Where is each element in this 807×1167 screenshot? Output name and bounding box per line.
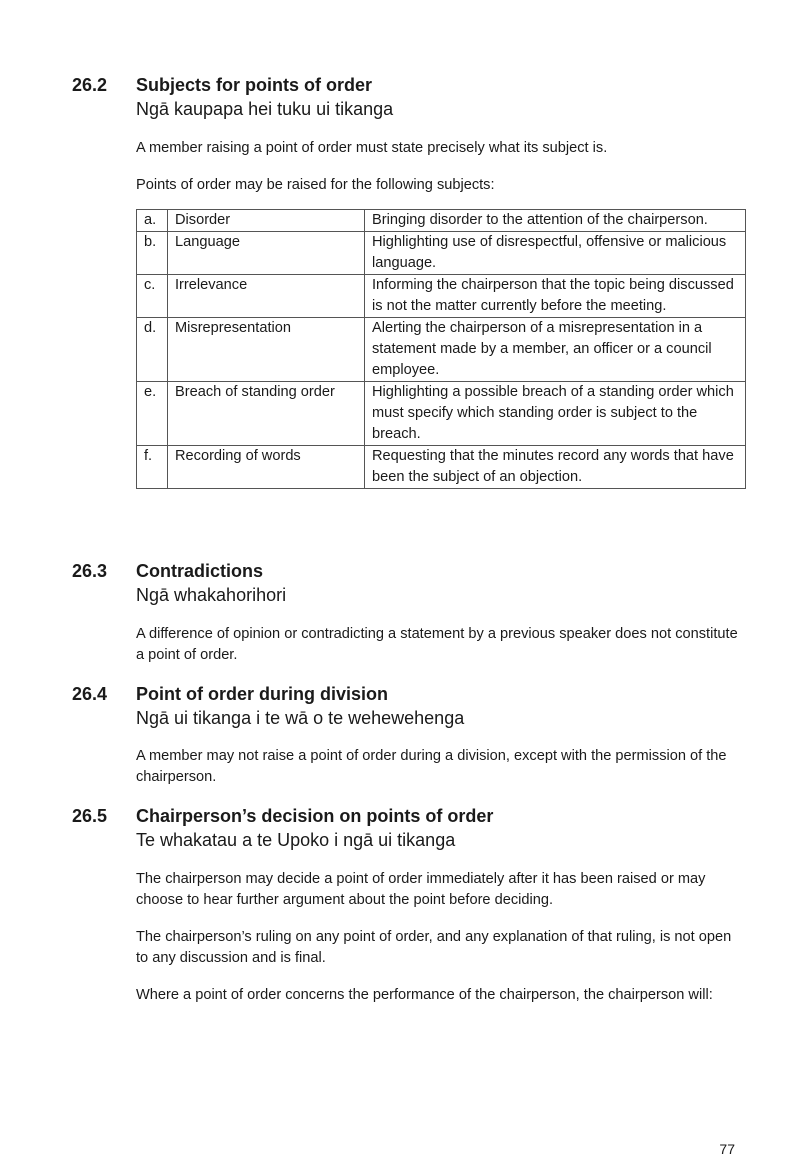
- page-number: 77: [719, 1141, 735, 1157]
- row-description: Highlighting use of disrespectful, offensive or malicious language.: [365, 232, 746, 275]
- table-row: [137, 318, 746, 382]
- row-description: Highlighting a possible breach of a standing order which must specify which standing order is subject to the breach.: [365, 382, 746, 446]
- points-of-order-table: [136, 209, 746, 489]
- row-letter: e.: [137, 382, 168, 446]
- row-letter: a.: [137, 210, 168, 232]
- row-description: Bringing disorder to the attention of the chairperson.: [365, 210, 746, 232]
- section-title: Point of order during division: [136, 684, 388, 704]
- table-row: [137, 232, 746, 275]
- section-title: Contradictions: [136, 561, 264, 581]
- row-subject: Recording of words: [168, 446, 365, 489]
- section-title: Subjects for points of order: [136, 75, 373, 95]
- table-row: [137, 382, 746, 446]
- row-subject: Language: [168, 232, 365, 275]
- row-subject: Disorder: [168, 210, 365, 232]
- section-number: 26.5: [72, 806, 108, 826]
- paragraph: A difference of opinion or contradicting a statement by a previous speaker does not constitute a point of order.: [136, 626, 738, 663]
- row-description: Informing the chairperson that the topic being discussed is not the matter currently before the meeting.: [365, 275, 746, 318]
- row-description: Requesting that the minutes record any words that have been the subject of an objection.: [365, 446, 746, 489]
- paragraph: A member raising a point of order must state precisely what its subject is.: [136, 140, 608, 156]
- section-title: Chairperson’s decision on points of order: [136, 806, 494, 826]
- table-row: [137, 446, 746, 489]
- paragraph: Where a point of order concerns the performance of the chairperson, the chairperson will:: [136, 987, 713, 1003]
- section-number: 26.3: [72, 561, 108, 581]
- table-row: [137, 275, 746, 318]
- row-letter: d.: [137, 318, 168, 382]
- section-subtitle: Te whakatau a te Upoko i ngā ui tikanga: [136, 830, 456, 850]
- row-subject: Breach of standing order: [168, 382, 365, 446]
- table-row: [137, 210, 746, 232]
- section-subtitle: Ngā ui tikanga i te wā o te wehewehenga: [136, 708, 465, 728]
- row-letter: f.: [137, 446, 168, 489]
- section-subtitle: Ngā kaupapa hei tuku ui tikanga: [136, 99, 394, 119]
- section-number: 26.4: [72, 684, 108, 704]
- paragraph: A member may not raise a point of order during a division, except with the permission of the chairperson.: [136, 748, 727, 785]
- row-subject: Irrelevance: [168, 275, 365, 318]
- row-letter: b.: [137, 232, 168, 275]
- section-subtitle: Ngā whakahorihori: [136, 585, 287, 605]
- paragraph: The chairperson may decide a point of order immediately after it has been raised or may choose to hear further argument about the point before deciding.: [136, 871, 706, 908]
- section-number: 26.2: [72, 75, 108, 95]
- row-description: Alerting the chairperson of a misrepresentation in a statement made by a member, an officer or a council employee.: [365, 318, 746, 382]
- paragraph: The chairperson’s ruling on any point of order, and any explanation of that ruling, is not open to any discussion and is final.: [136, 929, 732, 966]
- paragraph: Points of order may be raised for the following subjects:: [136, 177, 495, 193]
- row-letter: c.: [137, 275, 168, 318]
- row-subject: Misrepresentation: [168, 318, 365, 382]
